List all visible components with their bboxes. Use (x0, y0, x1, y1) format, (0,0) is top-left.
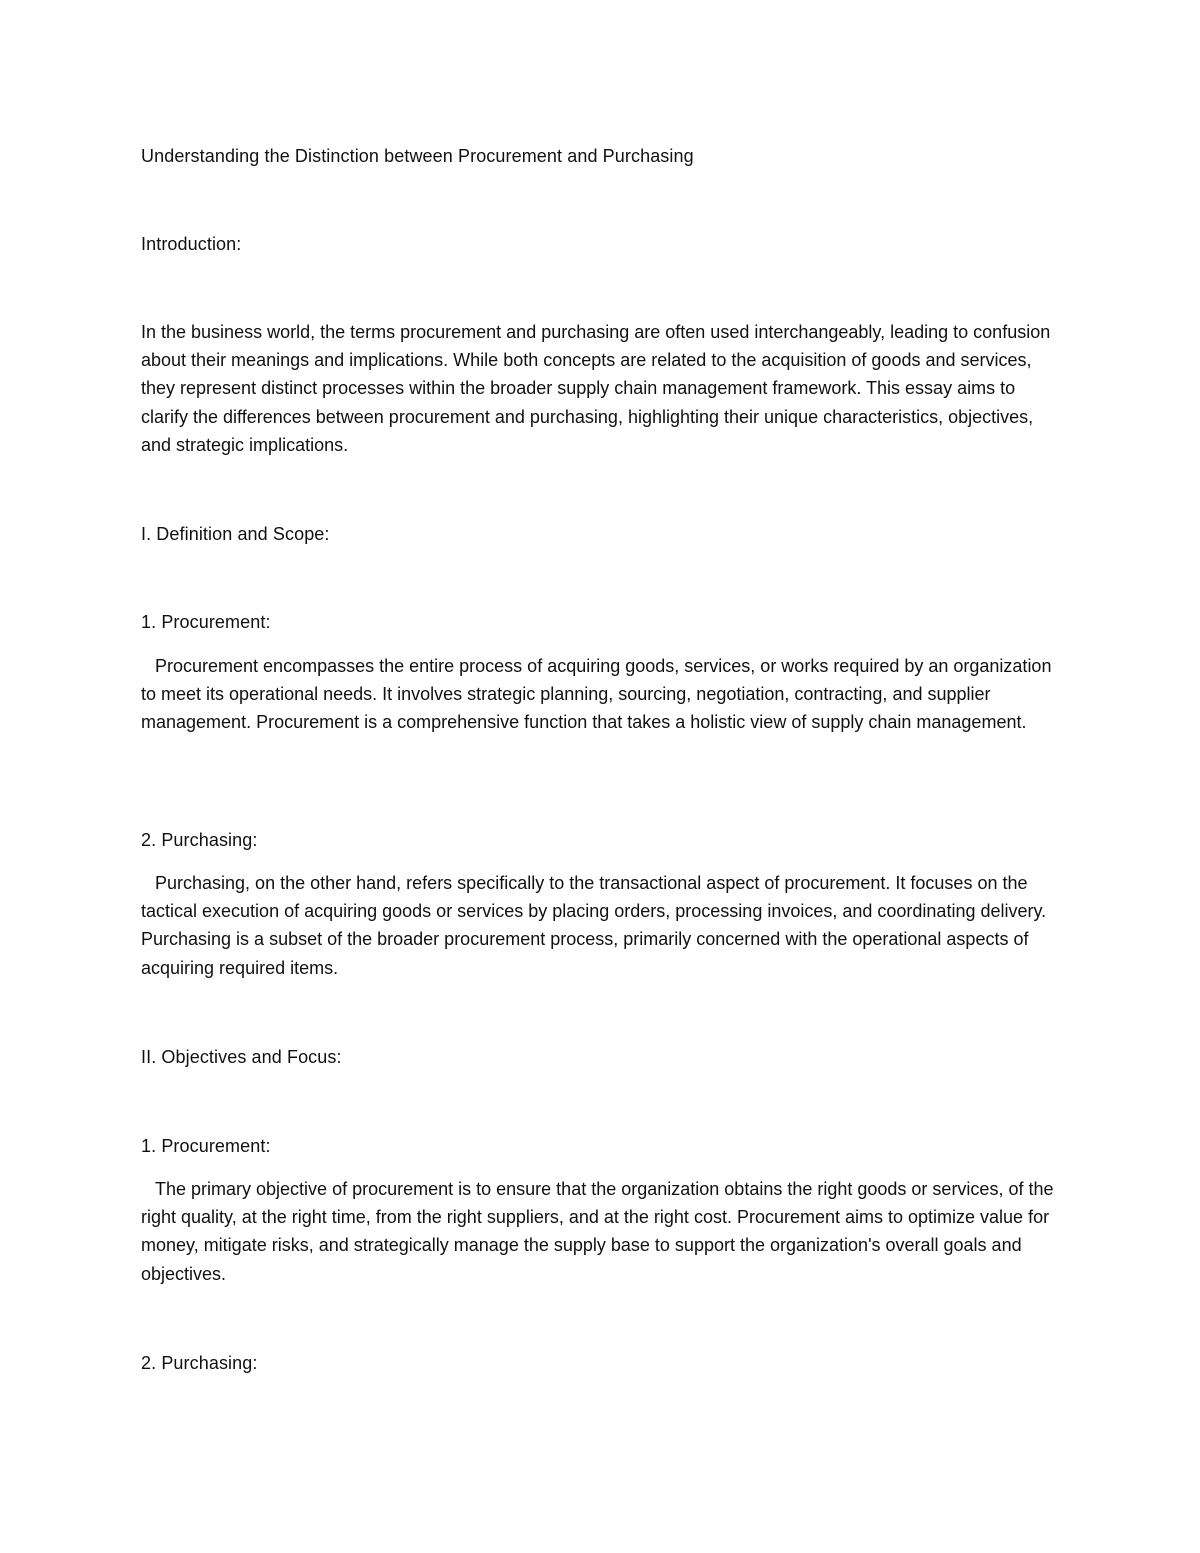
section-1-purchasing-heading: 2. Purchasing: (141, 830, 258, 850)
section-1-purchasing-text: Purchasing, on the other hand, refers specifically to the transactional aspect of procurement. It focuses on the tactical execution of acquiring goods or services by placing orders, processing invoices, and coordinating delivery. Purchasing is a subset of the broader procurement process, primarily concerned with the operational aspects of acquiring required items. (141, 873, 1047, 978)
section-1-procurement-text: Procurement encompasses the entire process of acquiring goods, services, or works required by an organization to meet its operational needs. It involves strategic planning, sourcing, negotiation, contracting, and supplier management. Procurement is a comprehensive function that takes a holistic view of supply chain management. (141, 656, 1052, 733)
section-2-purchasing-heading: 2. Purchasing: (141, 1353, 258, 1373)
section-2-procurement-heading: 1. Procurement: (141, 1136, 271, 1156)
section-1-procurement-paragraph (141, 652, 1061, 737)
document-title: Understanding the Distinction between Procurement and Purchasing (141, 146, 694, 166)
section-2-procurement-text: The primary objective of procurement is to ensure that the organization obtains the right goods or services, of the right quality, at the right time, from the right suppliers, and at the right cost. Procurement aims to optimize value for money, mitigate risks, and strategically manage the supply base to support the organization's overall goals and objectives. (141, 1179, 1054, 1284)
section-1-heading: I. Definition and Scope: (141, 524, 330, 544)
section-2-heading: II. Objectives and Focus: (141, 1047, 342, 1067)
section-2-procurement-paragraph (141, 1175, 1061, 1288)
section-1-purchasing-paragraph (141, 869, 1061, 982)
introduction-text: In the business world, the terms procurement and purchasing are often used interchangeably, leading to confusion about their meanings and implications. While both concepts are related to the acquisition of goods and services, they represent distinct processes within the broader supply chain management framework. This essay aims to clarify the differences between procurement and purchasing, highlighting their unique characteristics, objectives, and strategic implications. (141, 322, 1051, 455)
section-1-procurement-heading: 1. Procurement: (141, 612, 271, 632)
introduction-heading: Introduction: (141, 234, 242, 254)
introduction-paragraph (141, 318, 1061, 459)
